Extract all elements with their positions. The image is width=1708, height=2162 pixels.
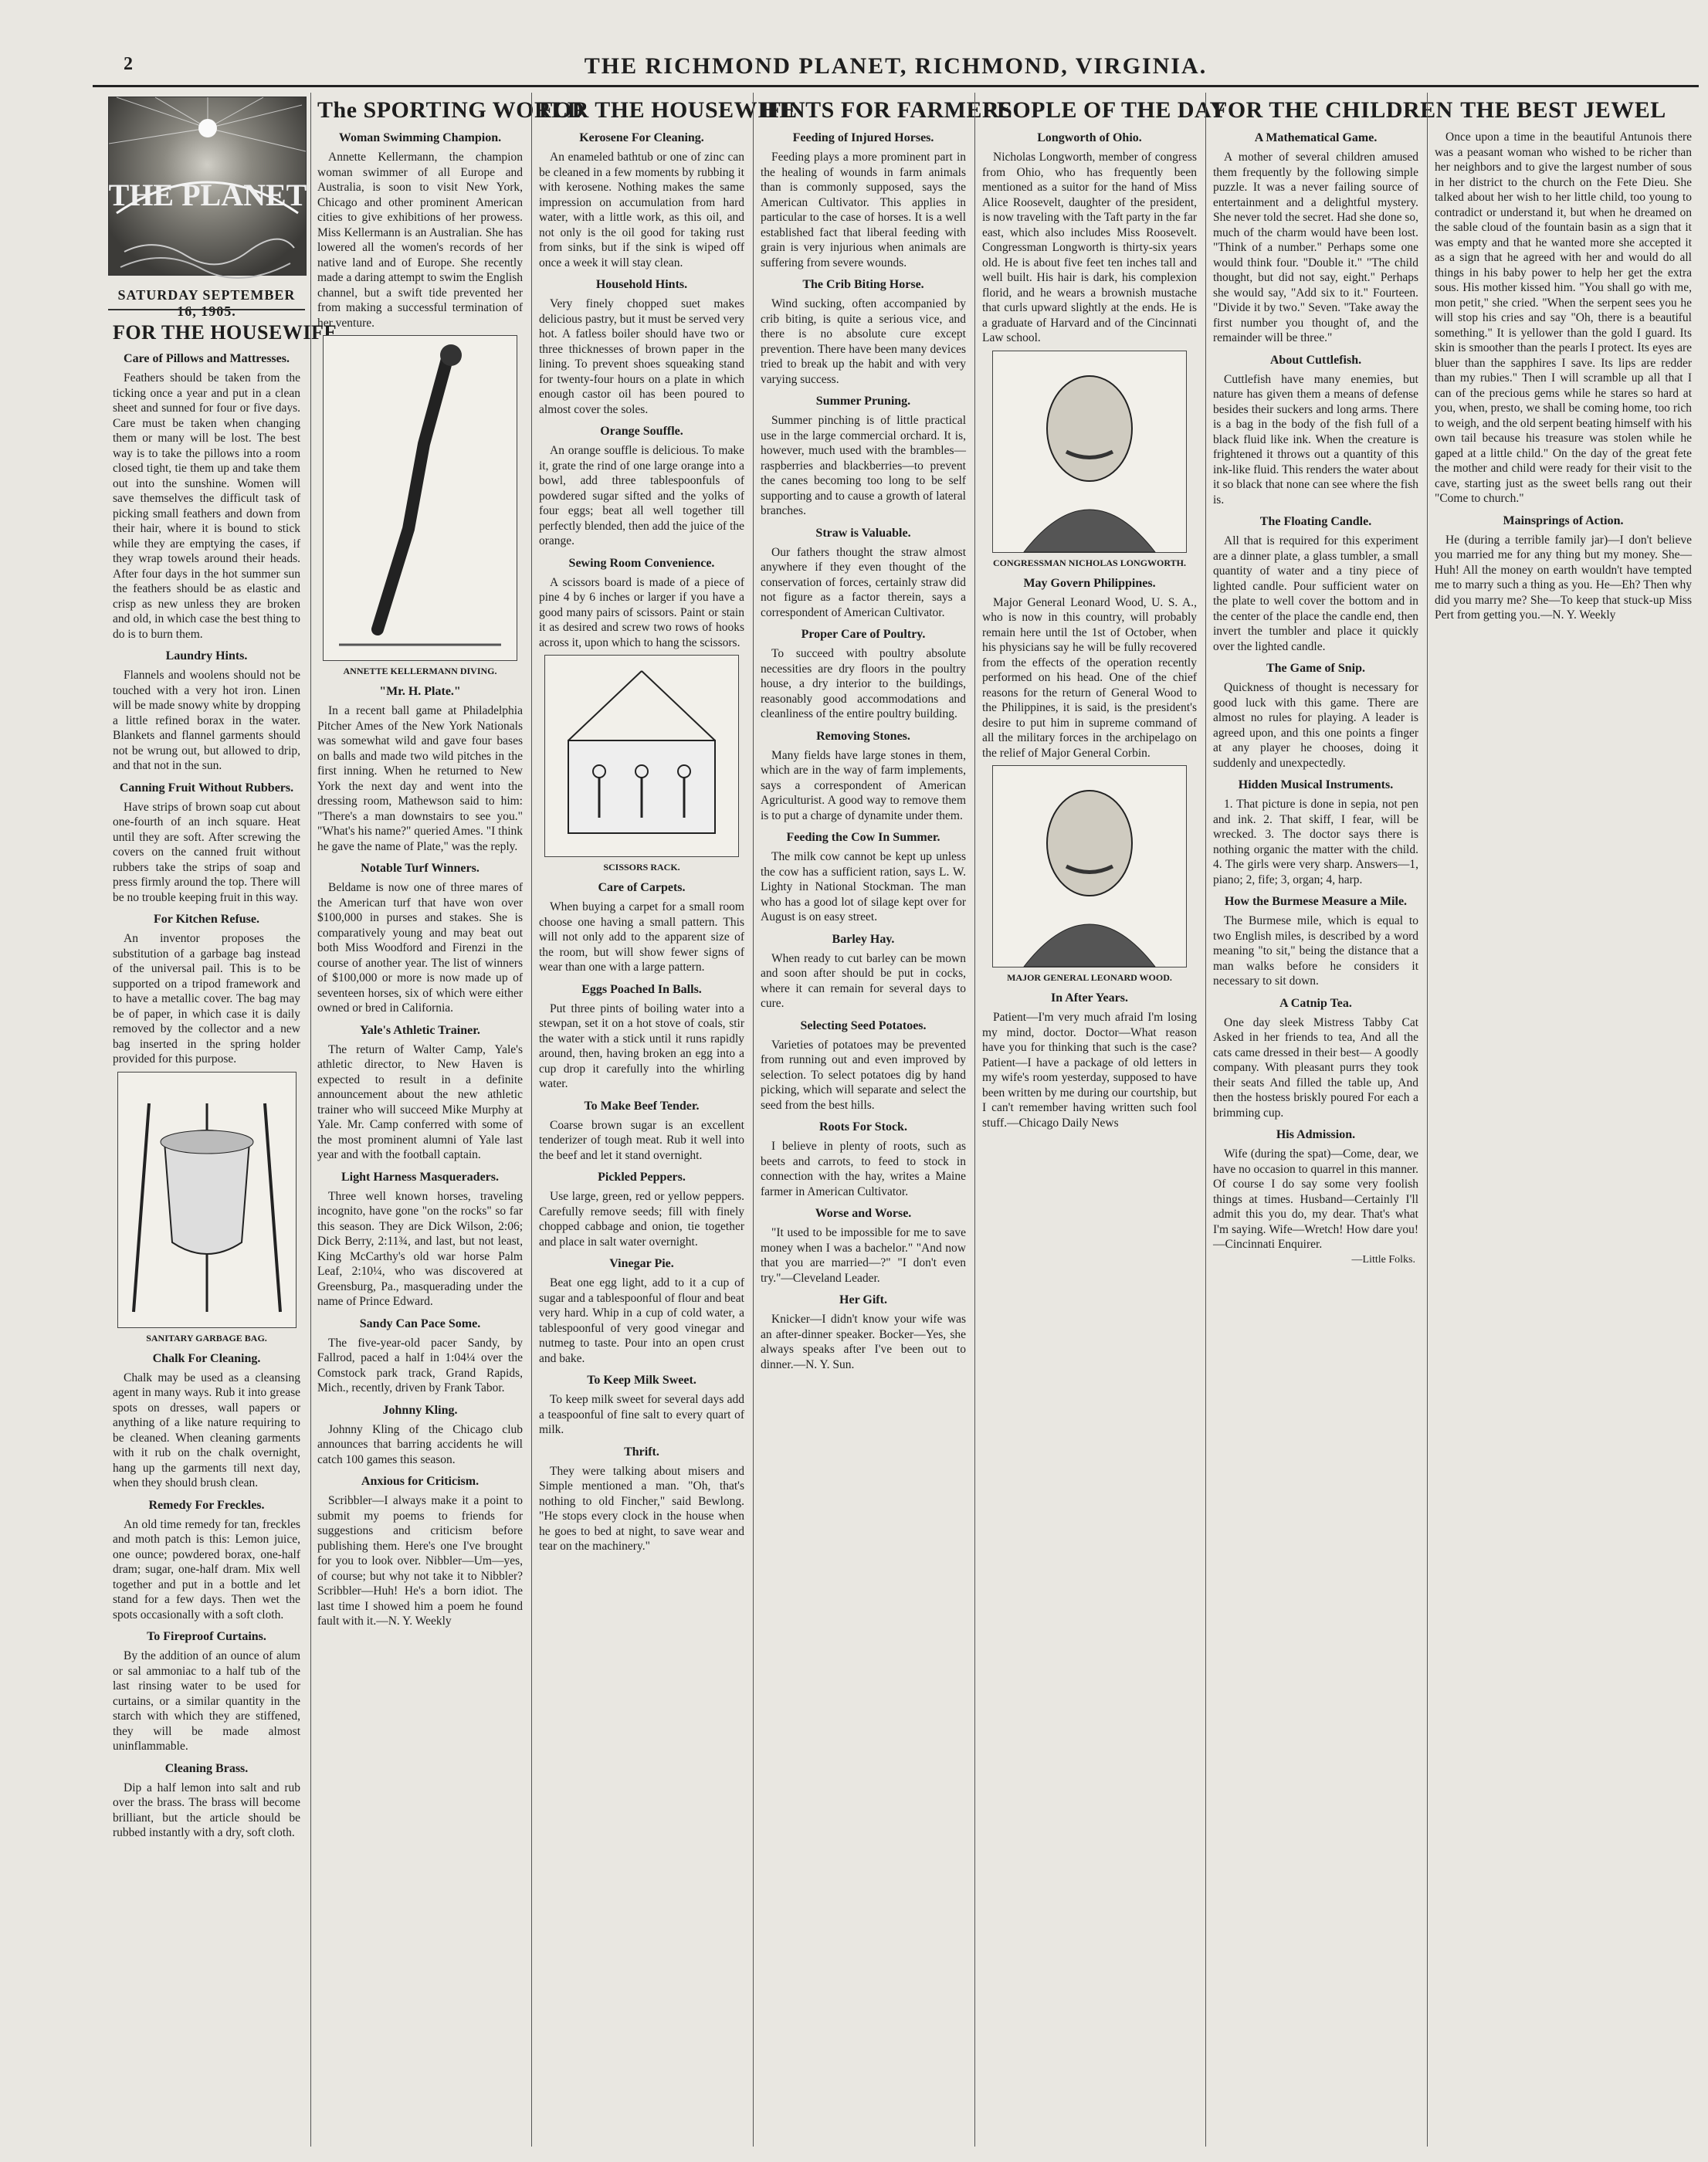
- poem-signature: —Little Folks.: [1351, 1253, 1415, 1266]
- article-body: Coarse brown sugar is an excellent tenderizer of tough meat. Rub it well into the beef and let it stand overnight.: [539, 1118, 744, 1162]
- article-body: 1. That picture is done in sepia, not pen and ink. 2. That skiff, I fear, will be wrecked. 3. The doctor says there is nothing organic the matter with the child. 4. The girls were very sharp. Answers—1, piano; 2, fife; 3, organ; 4, harp.: [1213, 798, 1418, 886]
- article-title: A Mathematical Game.: [1254, 131, 1378, 144]
- article: [1213, 1128, 1418, 1252]
- article-title: May Govern Philippines.: [1023, 576, 1156, 590]
- article-body: All that is required for this experiment are a dinner plate, a glass tumbler, a small quantity of water and a tiny piece of lighted candle. Pour sufficient water on the plate to well cover the bottom and in the center of the place the candle end, then invert the tumbler and place it quickly over the lighted candle.: [1213, 534, 1418, 653]
- article-title: The Crib Biting Horse.: [802, 278, 924, 291]
- portrait-caption: CONGRESSMAN NICHOLAS LONGWORTH.: [993, 557, 1186, 568]
- article: [539, 881, 744, 975]
- article: [761, 131, 966, 270]
- article-body: Very finely chopped suet makes delicious pastry, but it must be served very hot. A fatless boiler should have two or three thicknesses of brown paper in the lining. To prevent shoes squeaking stand for twenty-four hours on a plate in which enough castor oil has been poured to almost cover the soles.: [539, 297, 744, 416]
- portrait-illustration: [992, 765, 1187, 967]
- article: [317, 1024, 523, 1163]
- logo-title: THE PLANET: [108, 178, 307, 212]
- masthead-rule: [93, 85, 1699, 87]
- article-body: One day sleek Mistress Tabby Cat Asked in her friends to tea, And all the cats came dressed in their best— A goodly company. With pleasant purrs they took their seats And filled the table up, And then the hostess briskly poured For each a brimming cup.: [1213, 1015, 1418, 1120]
- column-heading: The SPORTING WORLD: [317, 97, 585, 123]
- article-body: Cuttlefish have many enemies, but nature has given them a means of defense besides their suckers and long arms. There is a bag in the body of the fish full of a black fluid like ink. When the creature is frightened it throws out a quantity of this ink-like fluid. This renders the water about it so black that none can see where the fish is.: [1213, 372, 1418, 507]
- article: [761, 628, 966, 722]
- article: [982, 577, 1197, 761]
- article-body: Knicker—I didn't know your wife was an after-dinner speaker. Bocker—Yes, she always speaks after I've been out to dinner.—N. Y. Sun.: [761, 1313, 966, 1371]
- column-rule: [753, 93, 754, 2147]
- article-title: For Kitchen Refuse.: [153, 913, 259, 926]
- article: [539, 1100, 744, 1164]
- article-body: An enameled bathtub or one of zinc can be cleaned in a few moments by rubbing it with kerosene. Nothing makes the same impression on accumulation from hard water, with a little work, as this oil, and not only is the oil good for taking rust from sinks, but if the sink is wiped off once a week it will stay clean.: [539, 151, 744, 269]
- article: [113, 1762, 300, 1841]
- article-body: Johnny Kling of the Chicago club announces that barring accidents he will catch 100 games this season.: [317, 1422, 523, 1466]
- article-title: Straw is Valuable.: [815, 526, 911, 540]
- article-body: An old time remedy for tan, freckles and moth patch is this: Lemon juice, one ounce; powdered borax, one-half dram; sugar, one-half dram. Mix well together and put in a bottle and let stand for a few days. Then wet the spots occasionally with a soft cloth.: [113, 1517, 300, 1622]
- article-title: Cleaning Brass.: [164, 1761, 249, 1775]
- article-title: About Cuttlefish.: [1269, 353, 1362, 367]
- article-body: Annette Kellermann, the champion woman swimmer of all Europe and Australia, is soon to visit New York, Chicago and other prominent American cities to give exhibitions of her prowess. Miss Kellermann is an Australian. She has lowered all the women's records of her native land and of Europe. She recently made a daring attempt to swim the English channel, but a swift tide prevented her from making a successful termination of her venture.: [317, 151, 523, 330]
- column-housewife-left: [108, 317, 338, 2147]
- article: [1213, 662, 1418, 771]
- article-title: Care of Pillows and Mattresses.: [124, 352, 290, 365]
- article-title: Sewing Room Convenience.: [568, 556, 715, 570]
- article-body: Wife (during the spat)—Come, dear, we have no occasion to quarrel in this manner. Of course I do say some very foolish things at times. Husband—Certainly I'll admit this you do, my dear. That's what I'm saying. Wife—Wretch! How dare you!—Cincinnati Enquirer.: [1213, 1147, 1419, 1251]
- article-title: Feeding the Cow In Summer.: [786, 831, 940, 844]
- article: [761, 527, 966, 621]
- article-title: Pickled Peppers.: [598, 1171, 686, 1184]
- article-title: Light Harness Masqueraders.: [341, 1170, 499, 1184]
- page-number: 2: [124, 54, 133, 74]
- article: [982, 131, 1197, 346]
- article-body: Feathers should be taken from the ticking once a year and put in a clean sheet and sunned for four or five days. Care must be taken when changing them or many will be lost. The best way is to take the pillows into a room closed tight, tie them up and take them out into the sunshine. Women will save themselves the difficult task of picking small feathers and down from their hair, where it is bound to stick while they are emptying the cases, if they wrap towels around their heads. After four days in the hot summer sun the feathers should be as elastic and crisp as new unless they are broken and old, in which case the best thing to do is to burn them.: [113, 371, 300, 641]
- article: [317, 1475, 523, 1629]
- article: [1213, 997, 1418, 1121]
- scissors-rack-illustration: [544, 655, 739, 857]
- article-title: To Fireproof Curtains.: [147, 1630, 266, 1643]
- article: [539, 1171, 744, 1249]
- article-title: Barley Hay.: [832, 932, 895, 946]
- article-title: Remedy For Freckles.: [148, 1498, 265, 1512]
- article-title: To Make Beef Tender.: [584, 1099, 700, 1113]
- article-body: Scribbler—I always make it a point to submit my poems to friends for suggestions and criticism before publishing them. Here's one I've brought for you to look over. Nibbler—Um—yes, of course; but why not take it to Nibbler? Scribbler—Huh! He's a born idiot. The last time I showed him a poem he found fault with it.—N. Y. Weekly: [317, 1494, 523, 1628]
- article-title: Yale's Athletic Trainer.: [360, 1023, 480, 1037]
- article-title: Mainsprings of Action.: [1503, 513, 1624, 527]
- article-body: Varieties of potatoes may be prevented from running out and even improved by selection. To select potatoes dig by hand picking, which will separate and select the seed from the best hills.: [761, 1038, 966, 1112]
- article-title: Orange Souffle.: [600, 425, 683, 438]
- article: [113, 1352, 300, 1491]
- column-rule: [1427, 93, 1428, 2147]
- article-body: Beat one egg light, add to it a cup of sugar and a tablespoonful of flour and beat very hard. Whip in a cup of cold water, a tablespoonful of very good vinegar and nutmeg to taste. Pour into an open crust and bake.: [539, 1276, 744, 1365]
- article-title: Chalk For Cleaning.: [152, 1351, 261, 1365]
- article-body: A scissors board is made of a piece of pine 4 by 6 inches or larger if you have a good many pairs of scissors. Paint or stain it as desired and screw two rows of hooks across it, upon which to hang the scissors.: [539, 575, 744, 649]
- column-heading: FOR THE HOUSEWIFE: [539, 97, 798, 123]
- article: [761, 1019, 966, 1113]
- column-heading: PEOPLE OF THE DAY: [982, 97, 1227, 123]
- column-heading: HINTS FOR FARMERS: [761, 97, 1013, 123]
- article-title: The Game of Snip.: [1266, 662, 1365, 675]
- article-title: Hidden Musical Instruments.: [1238, 778, 1394, 791]
- article-body: They were talking about misers and Simple mentioned a man. "Oh, that's nothing to old Fincher," said Bewlong. "He stops every clock in the house when he goes to bed at night, to save wear and tear on the machinery.": [539, 1464, 744, 1553]
- article: [317, 685, 523, 854]
- article-body: Have strips of brown soap cut about one-fourth of an inch square. Heat until they are soft. After screwing the covers on the canned fruit without rubbers take the strips of soap and press firmly around the top. There will be no trouble keeping fruit in this way.: [113, 800, 300, 904]
- article-title: Notable Turf Winners.: [361, 862, 480, 875]
- article-body: Beldame is now one of three mares of the American turf that have won over $100,000 in purses and stakes. She is comparatively young and may beat out both Miss Woodford and Firenzi in the course of another year. The list of winners of $100,000 or more is now made up of seventeen horses, six of which were either owned or bred in California.: [317, 881, 523, 1015]
- article: [1435, 130, 1692, 507]
- article-title: To Keep Milk Sweet.: [587, 1374, 696, 1387]
- column-heading: FOR THE CHILDREN: [1213, 97, 1453, 123]
- column-hints-for-farmers: [756, 93, 1013, 2147]
- column-people-of-the-day: [978, 93, 1227, 2147]
- article-title: Her Gift.: [839, 1293, 887, 1306]
- portrait-illustration: [992, 351, 1187, 553]
- column-sporting-world: [313, 93, 585, 2147]
- article: [113, 649, 300, 774]
- column-housewife-right: [534, 93, 798, 2147]
- article-body: When ready to cut barley can be mown and soon after should be put in cocks, where it can remain for several days to cure.: [761, 951, 966, 1010]
- article: [761, 1293, 966, 1372]
- article: [317, 1404, 523, 1468]
- articles: [539, 131, 744, 1554]
- article-body: Major General Leonard Wood, U. S. A., who is now in this country, will probably remain here until the 1st of October, when his physicians say he will be fully recovered from the effects of the operation recently performed on his head. One of the chief reasons for the return of General Wood to the Philippines, it is said, is the president's desire to put him in supreme command of all the military forces in the archipelago on the relief of Major General Corbin.: [982, 595, 1197, 760]
- garbage-bag-illustration: [117, 1072, 297, 1328]
- column-rule: [310, 93, 311, 2147]
- article-body: Our fathers thought the straw almost anywhere if they even thought of the conservation of forces, certainly straw did not figure as a factor therein, says a correspondent of American Cultivator.: [761, 545, 966, 619]
- dateline-rule: [108, 309, 305, 310]
- column-heading: FOR THE HOUSEWIFE: [113, 321, 338, 344]
- article-body: The five-year-old pacer Sandy, by Fallrod, paced a half in 1:04¼ over the Comstock park track, Grand Rapids, Mich., recently, driven by Frank Tabor.: [317, 1336, 523, 1394]
- article-body: He (during a terrible family jar)—I don't believe you married me for any thing but my money. She—Huh! All the money on earth wouldn't have tempted me to marry such a thing as you. He—Eh? Then why did you marry me? She—To keep that stuck-up Miss Pert from getting you.—N. Y. Weekly: [1435, 533, 1692, 622]
- article: [317, 131, 523, 330]
- article: [113, 781, 300, 906]
- articles: [1435, 130, 1692, 623]
- article: [761, 278, 966, 387]
- column-for-the-children: [1208, 93, 1453, 2147]
- issue-dateline: SATURDAY SEPTEMBER 16, 1905.: [117, 287, 296, 319]
- newspaper-masthead: THE RICHMOND PLANET, RICHMOND, VIRGINIA.: [584, 53, 1208, 79]
- article: [761, 831, 966, 925]
- article: [539, 1374, 744, 1438]
- article: [113, 352, 300, 642]
- article-body: An inventor proposes the substitution of a garbage bag instead of the universal pail. This is to be supported on a tripod framework and to have a metallic cover. The bag may be of paper, in which case it is daily removed by the collector and a new bag inserted in the spring holder provided for this purpose.: [113, 932, 300, 1066]
- articles: [982, 131, 1197, 1130]
- article-title: Woman Swimming Champion.: [338, 131, 502, 144]
- article-body: Three well known horses, traveling incognito, have gone "on the rocks" so far this season. They are Dick Wilson, 2:06; Dick Berry, 2:11¾, and last, but not least, King McCarthy's old war horse Palm Leaf, 2:10¼, who was discovered at Greensburg, Pa., masquerading under the name of Prince Edward.: [317, 1189, 523, 1308]
- article-title: Laundry Hints.: [165, 649, 248, 662]
- article: [761, 730, 966, 824]
- article-title: Removing Stones.: [816, 729, 910, 743]
- article-body: Put three pints of boiling water into a stewpan, set it on a hot stove of coals, stir the water with a stick until it runs rapidly around, then, having broken an egg into a cup drop it carefully into the whirling water.: [539, 1001, 744, 1090]
- article: [1213, 778, 1418, 887]
- article-body: When buying a carpet for a small room choose one having a small pattern. This will not only add to the apparent size of the room, but will show fewer signs of wear than one with a large pattern.: [539, 900, 744, 974]
- article-body: To keep milk sweet for several days add a teaspoonful of fine salt to every quart of milk.: [539, 1393, 744, 1436]
- article-title: Feeding of Injured Horses.: [792, 131, 934, 144]
- article-body: Wind sucking, often accompanied by crib biting, is quite a serious vice, and there is no absolute cure except prevention. There have been many devices tried to break up the habit and with very varying success.: [761, 297, 966, 386]
- article: [1435, 514, 1692, 623]
- column-best-jewel: [1430, 93, 1696, 2147]
- article: [761, 1207, 966, 1286]
- articles: [1213, 131, 1418, 1252]
- article-body: Nicholas Longworth, member of congress from Ohio, who has frequently been mentioned as a suitor for the hand of Miss Alice Roosevelt, daughter of the president, is now traveling with the Taft party in the far east, which also includes Miss Roosevelt. Congressman Longworth is thirty-six years old. He is about five feet ten inches tall and well built. His hair is dark, his complexion florid, and he wears a brownish mustache that curls upward slightly at the ends. He is a graduate of Harvard and of the Cincinnati Law school.: [982, 151, 1197, 344]
- article-title: Eggs Poached In Balls.: [581, 982, 702, 996]
- article-body: Once upon a time in the beautiful Antunois there was a peasant woman who wished to be richer than her neighbors and to give the largest number of sous in her district to the church on the Fete Dieu. She talked about her wish to her little child, too young to contradict or understand it, but when he dreamed on the sable cloud of the fountain basin as a sign that it was empty and that he wanted more she accepted it as a sign that he agreed with her and would do all things in his baby power to help her get the extra sous. His mother kissed him. "You shall go with me, mon petit," she cried. "When the serpent sees you he will stop his cries and say "Oh, there is a beautiful something." It is yellower than the gold I guard. Its skin is smoother than the pearls I protect. Its eyes are bluer than the sapphires I save. Its lips are redder than my rubies." Then I will scramble up all that I can of the precious gems while he stares so hard at you, when, presto, we shall be coming home, too rich to weigh, and the old serpent beating himself with his own tail because his treasure was stolen while he gaped at a little child." On the day of the great fete the mother and child were ready for their visit to the cave, starting just as the sweet bells rang out their "Come to church.": [1435, 130, 1692, 505]
- diver-illustration: [323, 335, 517, 661]
- article: [1213, 131, 1418, 346]
- articles: [113, 352, 300, 1841]
- article-body: Use large, green, red or yellow peppers. Carefully remove seeds; fill with finely chopped cabbage and onion, tie together and place in salt water overnight.: [539, 1190, 744, 1249]
- article-title: In After Years.: [1051, 991, 1128, 1005]
- article-title: Worse and Worse.: [815, 1207, 912, 1220]
- article: [982, 991, 1197, 1130]
- article-body: An orange souffle is delicious. To make it, grate the rind of one large orange into a bowl, add three tablespoonfuls of powdered sugar sifted and the yolks of four eggs; beat all well together till perfectly blended, then add the juice of the orange.: [539, 444, 744, 547]
- article-title: Vinegar Pie.: [609, 1257, 674, 1270]
- article-body: Feeding plays a more prominent part in the healing of wounds in farm animals than is commonly supposed, says the American Cultivator. This applies in particular to the case of horses. It is a well established fact that liberal feeding with grain is very injurious when animals are suffering from severe wounds.: [761, 151, 966, 269]
- articles: [761, 131, 966, 1372]
- article-title: Johnny Kling.: [382, 1403, 458, 1417]
- column-rule: [1205, 93, 1206, 2147]
- article-title: How the Burmese Measure a Mile.: [1224, 895, 1408, 908]
- article: [539, 557, 744, 651]
- article: [539, 425, 744, 549]
- article-title: Anxious for Criticism.: [361, 1475, 480, 1488]
- article-body: "It used to be impossible for me to save money when I was a bachelor." "And now that you are married—?" "I don't even try."—Cleveland Leader.: [761, 1226, 966, 1285]
- article-body: Chalk may be used as a cleansing agent in many ways. Rub it into grease spots on dresses, wall papers or anything of a like nature requiring to be cleaned. When cleaning garments with it rub on the chalk overnight, hang up the garments till next day, when they should brush clean.: [113, 1371, 300, 1489]
- article-body: By the addition of an ounce of alum or sal ammoniac to a half tub of the last rinsing water to be used for curtains, or a similar quantity in the starch with which they are stiffened, they will be made almost uninflammable.: [113, 1649, 300, 1753]
- article-title: Sandy Can Pace Some.: [359, 1317, 481, 1330]
- column-rule: [974, 93, 975, 2147]
- article: [113, 1630, 300, 1754]
- illustration-caption: SCISSORS RACK.: [603, 862, 680, 873]
- portrait-caption: MAJOR GENERAL LEONARD WOOD.: [1007, 972, 1172, 983]
- article: [761, 933, 966, 1012]
- article-title: A Catnip Tea.: [1279, 996, 1352, 1010]
- article-title: "Mr. H. Plate.": [379, 685, 461, 698]
- article-body: Many fields have large stones in them, which are in the way of farm implements, says a correspondent of American Agriculturist. A good way to remove them is to put a charge of dynamite under them.: [761, 748, 966, 822]
- article-body: The return of Walter Camp, Yale's athletic director, to New Haven is expected to result in a definite announcement about the new athletic trainer who will succeed Mike Murphy at Yale. Mr. Camp conferred with some of the most prominent alumni of Yale last year and with the football captain.: [317, 1042, 523, 1161]
- article-body: To succeed with poultry absolute necessities are dry floors in the poultry house, a dry interior to the buildings, reasonably good accommodations and cleanliness of the entire poultry building.: [761, 647, 966, 720]
- illustration-caption: SANITARY GARBAGE BAG.: [146, 1332, 267, 1344]
- article: [539, 1445, 744, 1554]
- article: [317, 1317, 523, 1396]
- article-title: His Admission.: [1276, 1128, 1356, 1141]
- article: [539, 983, 744, 1092]
- article-body: Summer pinching is of little practical use in the large commercial orchard. It is, however, much used with the brambles—raspberries and blackberries—to prevent the canes becoming too long to be self supporting and to cause a growth of lateral branches.: [761, 414, 966, 517]
- article-title: Household Hints.: [595, 278, 688, 291]
- article-title: Roots For Stock.: [819, 1120, 907, 1134]
- article-body: Dip a half lemon into salt and rub over the brass. The brass will become brilliant, but the article should be rubbed instantly with a dry, soft cloth.: [113, 1781, 300, 1839]
- article: [539, 1257, 744, 1366]
- article-body: Flannels and woolens should not be touched with a very hot iron. Linen will be made snowy white by dropping a little refined borax in the water. Blankets and flannel garments should not be wrung out, but allowed to drip, and that not in the sun.: [113, 669, 300, 772]
- column-heading: THE BEST JEWEL: [1460, 97, 1666, 123]
- article: [539, 131, 744, 270]
- article-body: Quickness of thought is necessary for good luck with this game. There are almost no rules for playing. A leader is agreed upon, and this one points a finger at any player he chooses, doing it suddenly and unexpectedly.: [1213, 681, 1418, 770]
- article: [317, 862, 523, 1016]
- article: [113, 1499, 300, 1623]
- articles: [317, 131, 523, 1629]
- article-body: I believe in plenty of roots, such as beets and carrots, to feed to stock in connection with the hay, writes a Maine farmer in American Cultivator.: [761, 1140, 966, 1198]
- article-title: Thrift.: [624, 1445, 659, 1459]
- article-body: In a recent ball game at Philadelphia Pitcher Ames of the New York Nationals was somewhat wild and gave four bases on balls and made two wild pitches in the first inning. When he returned to New York the next day and went into the dressing room, Mathewson said to him: "There's a man downstairs to see you." "What's his name?" queried Ames. "I think he gave the name of Plate," was the reply.: [317, 704, 523, 853]
- article-title: Selecting Seed Potatoes.: [800, 1018, 927, 1032]
- article: [1213, 354, 1418, 508]
- article-title: Longworth of Ohio.: [1037, 131, 1142, 144]
- article-title: Proper Care of Poultry.: [801, 628, 926, 641]
- illustration-caption: ANNETTE KELLERMANN DIVING.: [343, 666, 497, 676]
- article-title: Kerosene For Cleaning.: [579, 131, 704, 144]
- article: [1213, 515, 1418, 654]
- article: [539, 278, 744, 417]
- planet-logo: [108, 97, 307, 276]
- article-title: Canning Fruit Without Rubbers.: [119, 781, 294, 795]
- article: [317, 1171, 523, 1310]
- article-title: Summer Pruning.: [815, 395, 911, 408]
- article-title: Care of Carpets.: [598, 881, 686, 894]
- column-rule: [531, 93, 532, 2147]
- article: [761, 395, 966, 519]
- article: [761, 1120, 966, 1199]
- article-body: A mother of several children amused them frequently by the following simple puzzle. It was a never failing source of entertainment and a delightful mystery. She never told the secret. Had she done so, much of the charm would have been lost. "Think of a number." Perhaps some one would think four. "Double it." "The child thought, but did not say, eight." Perhaps she would say, "Add six to it." Fourteen. "Divide it by two." Seven. "Take away the first number you thought of, and the remainder will be three.": [1213, 151, 1419, 344]
- article-body: Patient—I'm very much afraid I'm losing my mind, doctor. Doctor—What reason have you for thinking that such is the case? Patient—I have a package of old letters in my wife's room yesterday, supposed to have been written by me during our courtship, but I can't remember having written such fool stuff.—Chicago Daily News: [982, 1011, 1197, 1130]
- article-title: The Floating Candle.: [1259, 515, 1372, 528]
- article-body: The Burmese mile, which is equal to two English miles, is described by a word meaning "to sit," being the distance that a man walks before he considers it necessary to sit down.: [1213, 914, 1418, 988]
- article: [113, 913, 300, 1067]
- article: [1213, 895, 1418, 989]
- article-body: The milk cow cannot be kept up unless the cow has a sufficient ration, says L. W. Lighty in National Stockman. The man who has a good lot of silage kept over for August is on easy street.: [761, 850, 966, 923]
